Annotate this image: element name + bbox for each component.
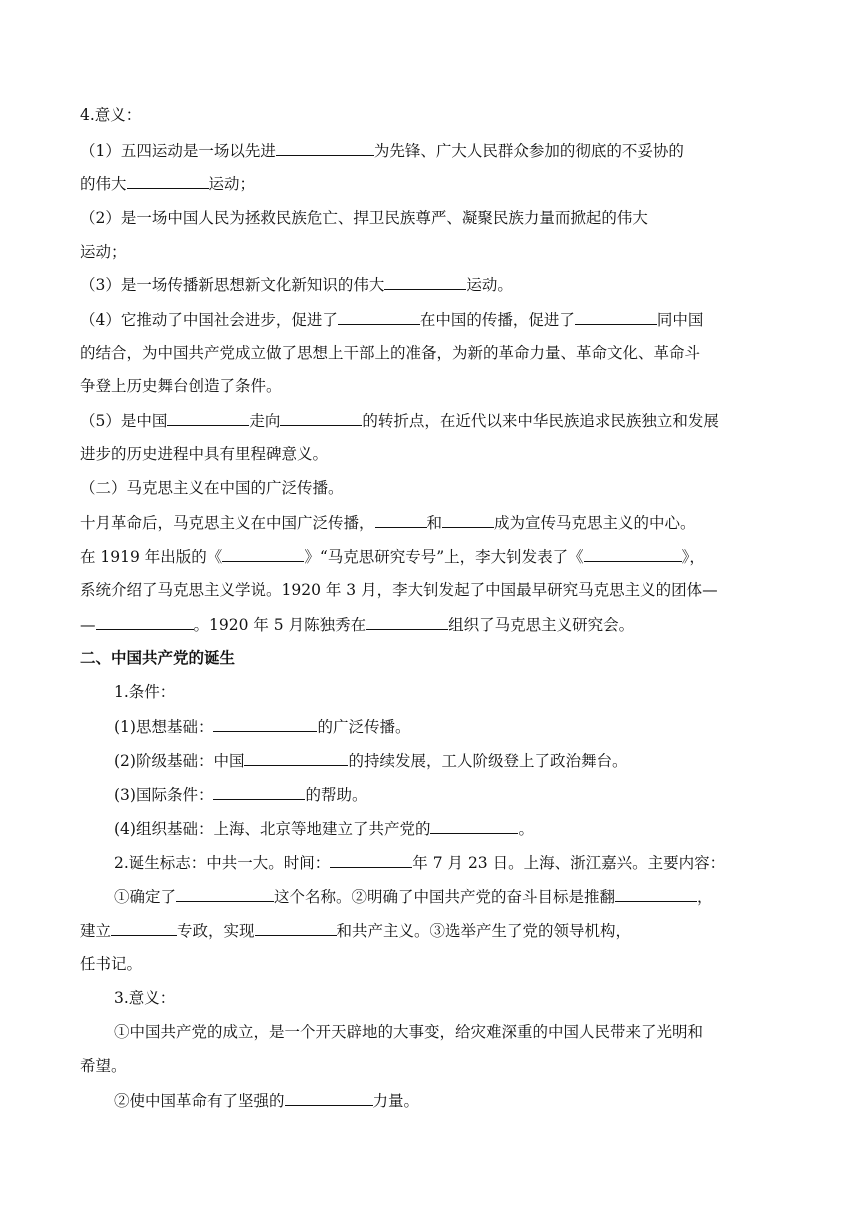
text: 3.意义： — [114, 989, 176, 1007]
text: (2)阶级基础：中国 — [114, 752, 245, 770]
text: 。1920 年 5 月陈独秀在 — [193, 616, 367, 634]
fill-blank[interactable] — [375, 511, 427, 528]
meaning-item-4-cont — [80, 342, 700, 364]
fill-blank[interactable] — [213, 715, 317, 732]
condition-2 — [114, 749, 627, 771]
fill-blank[interactable] — [276, 139, 374, 156]
text: 和 — [426, 514, 443, 532]
party-meaning-2 — [114, 1089, 419, 1111]
text: 争登上历史舞台创造了条件。 — [80, 377, 282, 395]
fill-blank[interactable] — [96, 613, 194, 630]
text: ①确定了 — [114, 888, 177, 906]
meaning-item-1 — [80, 139, 684, 161]
birth-content-3 — [80, 953, 142, 975]
text: 运动； — [80, 243, 127, 261]
condition-4 — [114, 817, 534, 839]
fill-blank[interactable] — [615, 885, 697, 902]
text: (4)组织基础：上海、北京等地建立了共产党的 — [114, 820, 431, 838]
conditions-heading — [114, 681, 175, 703]
text: 组织了马克思主义研究会。 — [448, 616, 635, 634]
text: 1.条件： — [114, 683, 176, 701]
fill-blank[interactable] — [167, 409, 249, 426]
fill-blank[interactable] — [384, 273, 466, 290]
text: 这个名称。②明确了中国共产党的奋斗目标是推翻 — [274, 888, 616, 906]
text: 希望。 — [80, 1057, 127, 1075]
text: 任书记。 — [80, 955, 143, 973]
fill-blank[interactable] — [244, 749, 348, 766]
meaning-item-4 — [80, 308, 703, 330]
meaning-item-5-cont — [80, 443, 328, 465]
fill-blank[interactable] — [285, 1089, 373, 1106]
meaning-item-3 — [80, 273, 513, 295]
text: (1)思想基础： — [114, 718, 214, 736]
fill-blank[interactable] — [430, 817, 518, 834]
party-meaning-heading — [114, 987, 175, 1009]
party-meaning-1-cont — [80, 1055, 127, 1077]
marxism-line-3 — [80, 579, 718, 601]
text: ②使中国革命有了坚强的 — [114, 1092, 285, 1110]
meaning-item-4-cont2 — [80, 375, 282, 397]
fill-blank[interactable] — [442, 511, 494, 528]
text: 在中国的传播，促进了 — [419, 311, 575, 329]
heading-text: 4.意义： — [80, 106, 142, 124]
fill-blank[interactable] — [280, 409, 362, 426]
condition-1 — [114, 715, 410, 737]
text: ①中国共产党的成立，是一个开天辟地的大事变，给灾难深重的中国人民带来了光明和 — [114, 1023, 704, 1041]
text: 同中国 — [656, 311, 704, 329]
fill-blank[interactable] — [176, 885, 274, 902]
text: 和共产主义。③选举产生了党的领导机构， — [336, 922, 632, 940]
text: 十月革命后，马克思主义在中国广泛传播， — [80, 514, 375, 532]
meaning-item-5 — [80, 409, 719, 431]
fill-blank[interactable] — [338, 308, 420, 325]
party-meaning-1 — [114, 1021, 703, 1043]
fill-blank[interactable] — [111, 919, 177, 936]
text: 的持续发展，工人阶级登上了政治舞台。 — [348, 752, 628, 770]
fill-blank[interactable] — [330, 851, 412, 868]
text: 进步的历史进程中具有里程碑意义。 — [80, 445, 329, 463]
text: 2.诞生标志：中共一大。时间： — [114, 854, 331, 872]
fill-blank[interactable] — [366, 613, 448, 630]
text: 的伟大 — [80, 175, 127, 193]
marxism-line-4 — [80, 613, 634, 635]
text: 》“马克思研究专号”上，李大钊发表了《 — [304, 548, 584, 566]
text: 的广泛传播。 — [317, 718, 411, 736]
text: 在 1919 年出版的《 — [80, 548, 223, 566]
text: 专政，实现 — [177, 922, 255, 940]
text: 运动。 — [466, 276, 513, 294]
fill-blank[interactable] — [255, 919, 337, 936]
text: 二、中国共产党的诞生 — [80, 648, 236, 667]
birth-marker — [114, 851, 725, 873]
fill-blank[interactable] — [213, 783, 305, 800]
text: 的结合，为中国共产党成立做了思想上干部上的准备，为新的革命力量、革命文化、革命斗 — [80, 344, 701, 362]
text: 系统介绍了马克思主义学说。1920 年 3 月，李大钊发起了中国最早研究马克思主义的团体— — [80, 581, 718, 599]
meaning-item-1-cont — [80, 172, 255, 194]
text: (3)国际条件： — [114, 786, 214, 804]
text: — — [80, 616, 96, 634]
fill-blank[interactable] — [584, 545, 682, 562]
text: 力量。 — [372, 1092, 420, 1110]
text: 的帮助。 — [305, 786, 368, 804]
text: （3）是一场传播新思想新文化新知识的伟大 — [80, 276, 385, 294]
text: 走向 — [249, 412, 281, 430]
text: 运动； — [208, 175, 256, 193]
text: （2）是一场中国人民为拯救民族危亡、捍卫民族尊严、凝聚民族力量而掀起的伟大 — [80, 209, 648, 227]
marxism-heading — [80, 477, 344, 499]
birth-content-2 — [80, 919, 631, 941]
text: 年 7 月 23 日。上海、浙江嘉兴。主要内容： — [412, 854, 726, 872]
text: 。 — [518, 820, 534, 838]
party-birth-heading — [80, 647, 235, 669]
section-4-heading — [80, 104, 141, 126]
fill-blank[interactable] — [127, 172, 209, 189]
condition-3 — [114, 783, 367, 805]
text: 成为宣传马克思主义的中心。 — [494, 514, 696, 532]
text: （1）五四运动是一场以先进 — [80, 142, 276, 160]
meaning-item-2-cont — [80, 241, 127, 263]
text: 建立 — [80, 922, 112, 940]
text: 的转折点，在近代以来中华民族追求民族独立和发展 — [362, 412, 719, 430]
marxism-line-1 — [80, 511, 696, 533]
text: 为先锋、广大人民群众参加的彻底的不妥协的 — [373, 142, 684, 160]
text: 》， — [681, 548, 705, 566]
fill-blank[interactable] — [222, 545, 304, 562]
birth-content-1 — [114, 885, 713, 907]
text: （5）是中国 — [80, 412, 168, 430]
fill-blank[interactable] — [575, 308, 657, 325]
text: ， — [697, 888, 713, 906]
text: （二）马克思主义在中国的广泛传播。 — [80, 479, 344, 497]
meaning-item-2 — [80, 207, 648, 229]
text: （4）它推动了中国社会进步，促进了 — [80, 311, 338, 329]
marxism-line-2 — [80, 545, 705, 567]
